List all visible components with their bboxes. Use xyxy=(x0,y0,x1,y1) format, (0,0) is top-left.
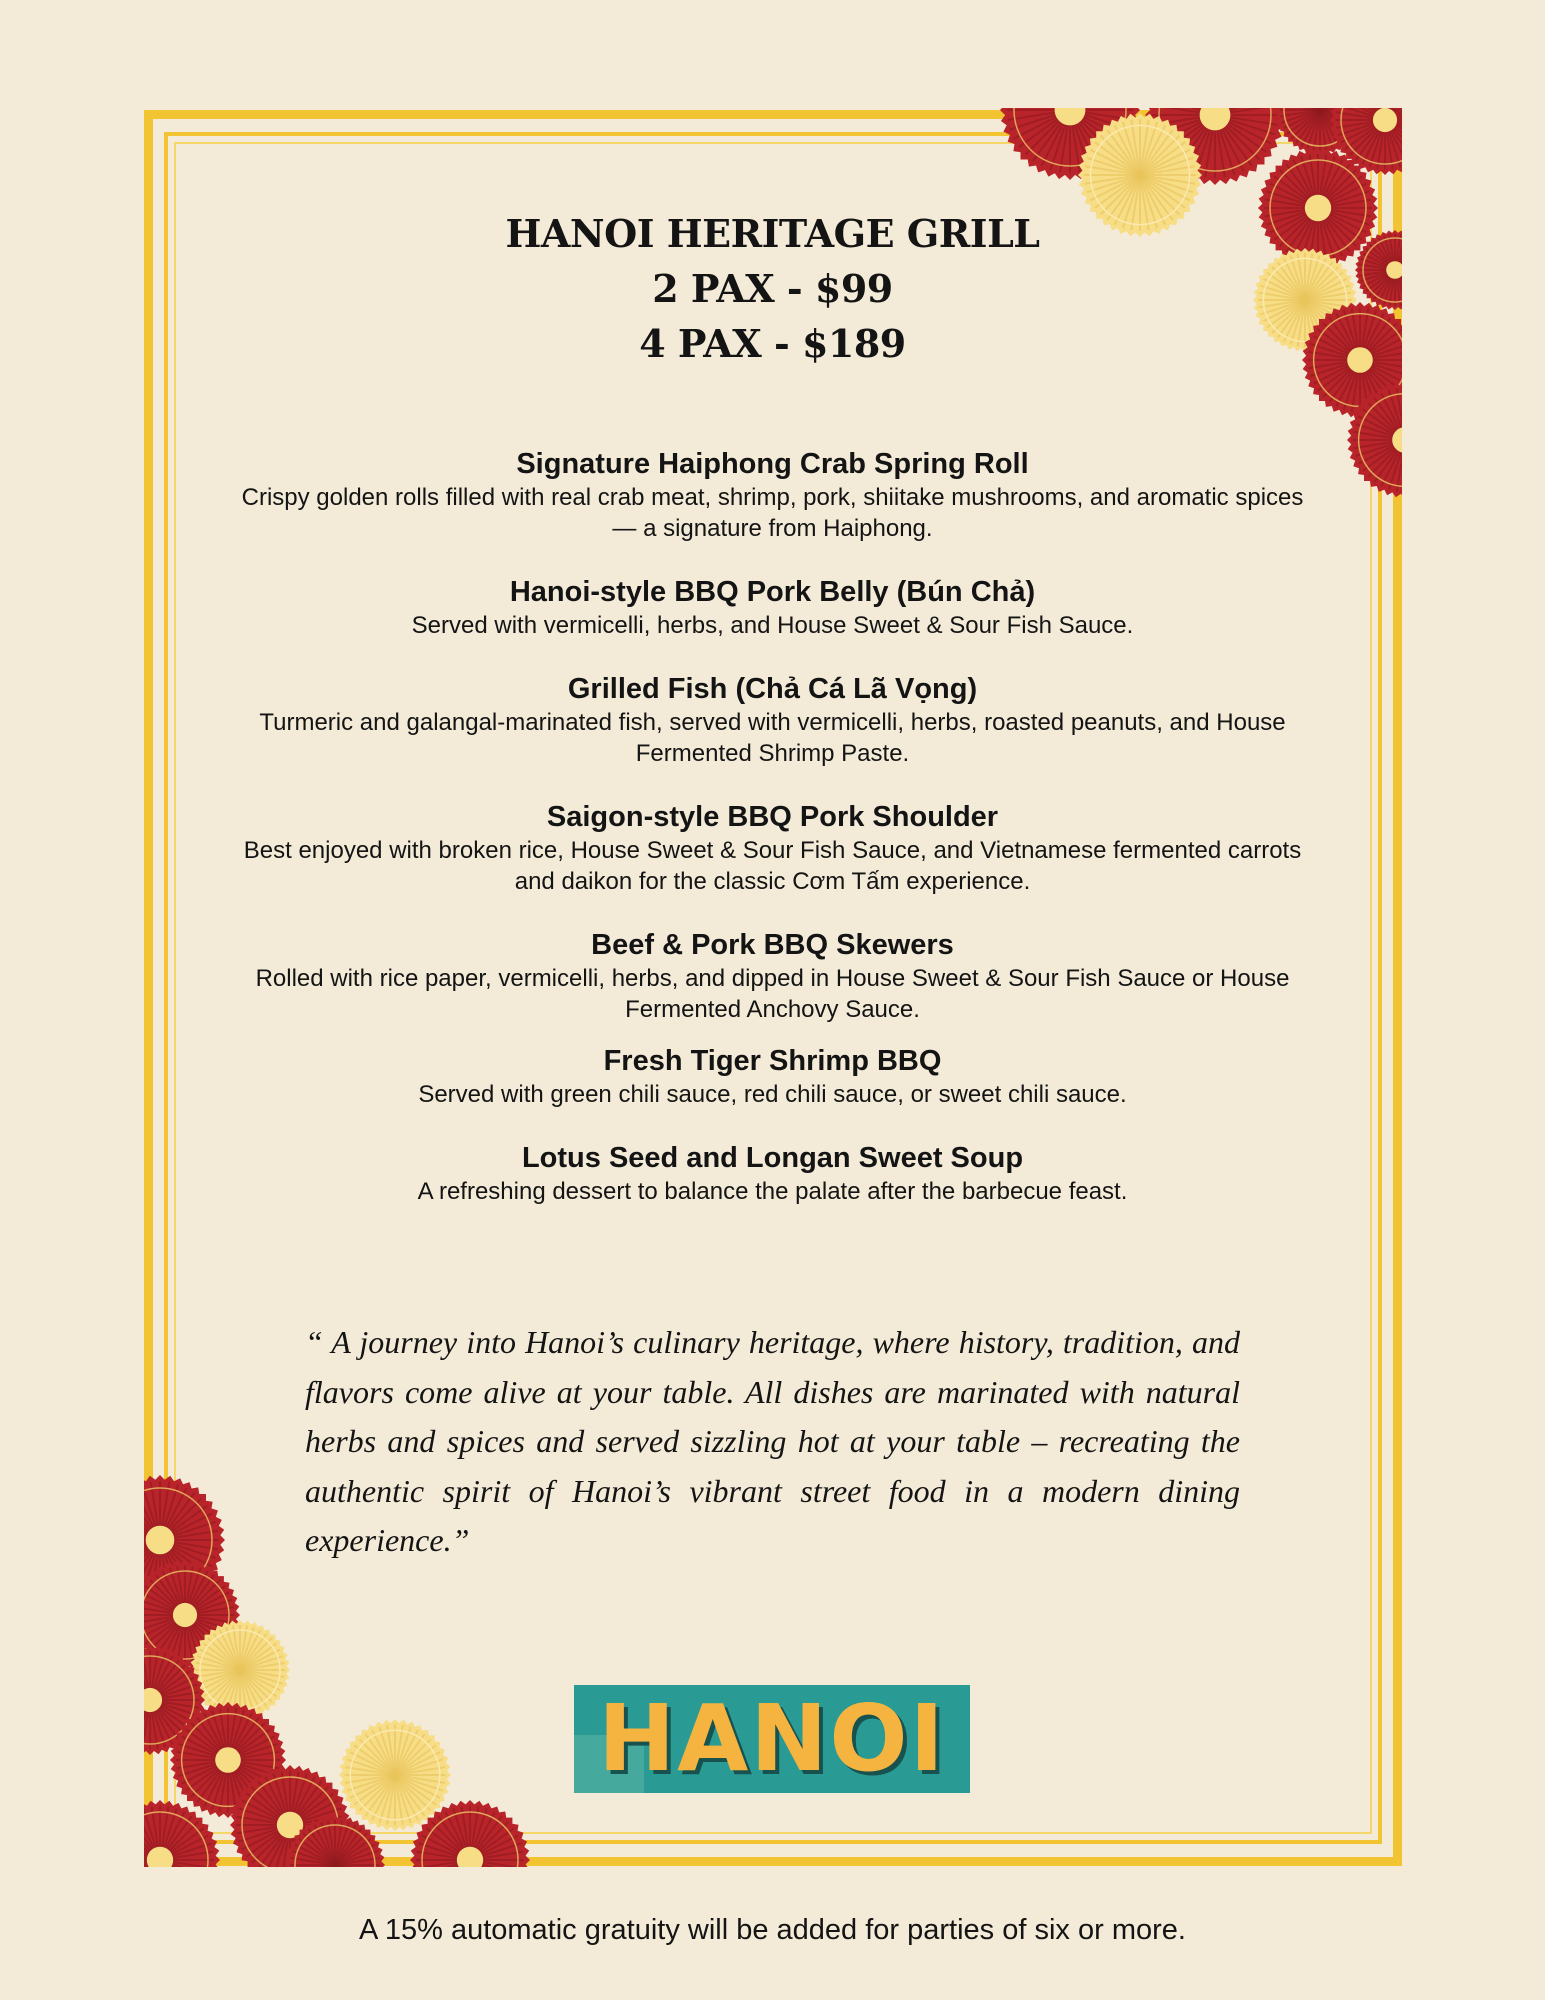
paper-fan xyxy=(100,1800,220,1920)
restaurant-title: HANOI HERITAGE GRILL xyxy=(505,211,1040,256)
hanoi-logo-text: HANOI xyxy=(598,1685,946,1792)
menu-item xyxy=(230,927,1315,1025)
menu-item-description: Crispy golden rolls filled with real crab meat, shrimp, pork, shiitake mushrooms, and aromatic spices — a signature from Haiphong. xyxy=(241,484,1304,542)
paper-fan xyxy=(190,1620,290,1720)
menu-item-description: Served with green chili sauce, red chili sauce, or sweet chili sauce. xyxy=(418,1081,1127,1108)
menu-item-description: A refreshing dessert to balance the palate after the barbecue feast. xyxy=(417,1178,1128,1205)
menu-item xyxy=(230,574,1315,641)
menu-header xyxy=(0,206,1545,371)
menu-item-description: Turmeric and galangal-marinated fish, served with vermicelli, herbs, roasted peanuts, and House Fermented Shrimp Paste. xyxy=(259,709,1286,767)
menu-item xyxy=(230,446,1315,544)
menu-item-name: Fresh Tiger Shrimp BBQ xyxy=(603,1045,942,1077)
paper-fan xyxy=(285,1815,385,1915)
heritage-quote: “ A journey into Hanoi’s culinary heritage, where history, tradition, and flavors come alive at your table. All dishes are marinated with natural herbs and spices and served sizzling hot at your table – recreating the authentic spirit of Hanoi’s vibrant street food in a modern dining experience.” xyxy=(305,1324,1240,1558)
paper-fan xyxy=(1347,382,1463,498)
menu-item-name: Grilled Fish (Chả Cá Lã Vọng) xyxy=(567,673,978,705)
menu-item-name: Signature Haiphong Crab Spring Roll xyxy=(516,448,1029,480)
menu-item-description: Best enjoyed with broken rice, House Sweet & Sour Fish Sauce, and Vietnamese fermented carrots and daikon for the classic Cơm Tấm experience. xyxy=(243,837,1302,895)
menu-item xyxy=(230,1140,1315,1207)
menu-item xyxy=(230,1043,1315,1110)
menu-item xyxy=(230,799,1315,897)
price-two-pax: 2 PAX - $99 xyxy=(652,266,893,311)
menu-item-description: Rolled with rice paper, vermicelli, herbs, and dipped in House Sweet & Sour Fish Sauce or House Fermented Anchovy Sauce. xyxy=(255,965,1290,1023)
paper-fan xyxy=(410,1800,530,1920)
menu-list xyxy=(230,446,1315,1237)
menu-item-name: Lotus Seed and Longan Sweet Soup xyxy=(521,1142,1024,1174)
hanoi-logo xyxy=(574,1685,970,1793)
menu-item-name: Hanoi-style BBQ Pork Belly (Bún Chả) xyxy=(509,576,1036,608)
gratuity-note: A 15% automatic gratuity will be added for parties of six or more. xyxy=(359,1914,1186,1946)
menu-item-description: Served with vermicelli, herbs, and House Sweet & Sour Fish Sauce. xyxy=(411,612,1134,639)
menu-item-name: Beef & Pork BBQ Skewers xyxy=(591,929,954,961)
menu-item xyxy=(230,671,1315,769)
price-four-pax: 4 PAX - $189 xyxy=(639,321,906,366)
menu-item-name: Saigon-style BBQ Pork Shoulder xyxy=(546,801,999,833)
paper-fan xyxy=(339,1719,451,1831)
